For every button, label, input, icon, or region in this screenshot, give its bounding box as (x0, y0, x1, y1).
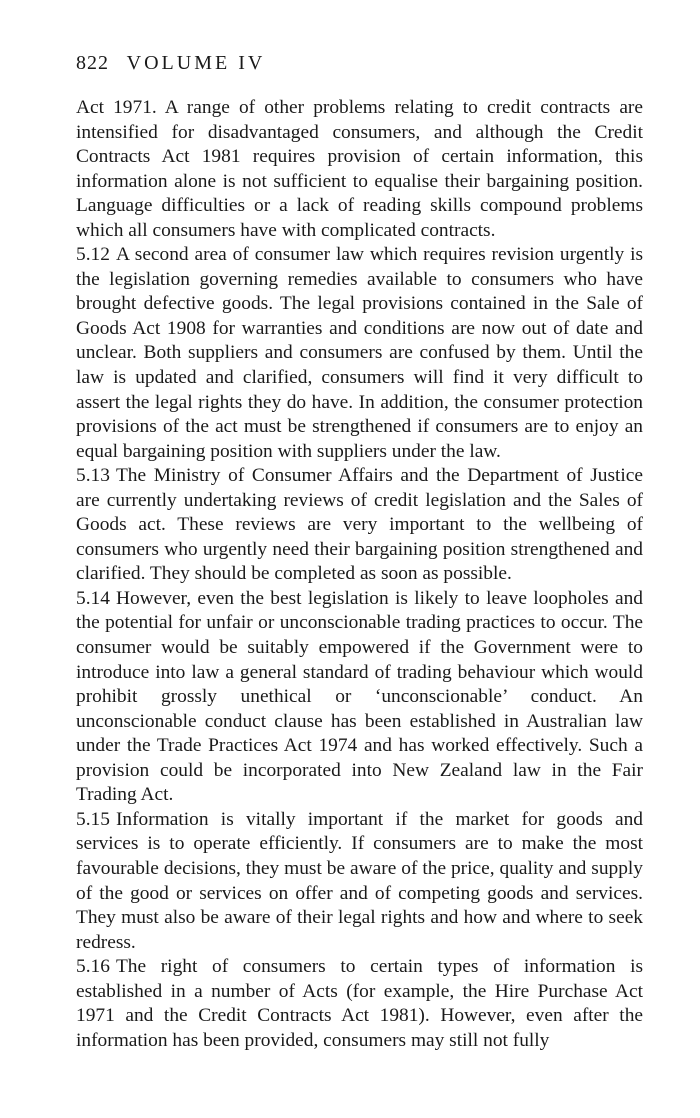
running-head (76, 50, 643, 76)
paragraph-number: 5.14 (76, 587, 110, 609)
body-text (76, 96, 643, 1053)
paragraph-number: 5.13 (76, 465, 110, 487)
paragraph-continued (76, 96, 643, 243)
document-page (76, 50, 643, 1053)
paragraph-text: Act 1971. A range of other problems relating to credit contracts are intensified for disadvantaged consumers, and although the Credit Contracts Act 1981 requires provision of certain information, this information alone is not sufficient to equalise their bargaining position. Language difficulties or a lack of reading skills compound problems which all consumers have with complicated contracts. (76, 97, 643, 241)
paragraph-number: 5.12 (76, 244, 110, 266)
paragraph-5-13 (76, 464, 643, 587)
paragraph-text: A second area of consumer law which requires revision urgently is the legislation governing remedies available to consumers who have brought defective goods. The legal provisions contained in the Sale of Goods Act 1908 for warranties and conditions are now out of date and unclear. Both suppliers and consumers are confused by them. Until the law is updated and clarified, consumers will find it very difficult to assert the legal rights they do have. In addition, the consumer protection provisions of the act must be strengthened if consumers are to enjoy an equal bargaining position with suppliers under the law. (76, 244, 643, 462)
paragraph-5-12 (76, 243, 643, 464)
paragraph-text: The right of consumers to certain types of information is established in a number of Acts (for example, the Hire Purchase Act 1971 and the Credit Contracts Act 1981). However, even after the information has been provided, consumers may still not fully (76, 956, 643, 1051)
paragraph-5-16 (76, 955, 643, 1053)
paragraph-text: However, even the best legislation is likely to leave loopholes and the potential for unfair or unconscionable trading practices to occur. The consumer would be suitably empowered if the Government were to introduce into law a general standard of trading behaviour which would prohibit grossly unethical or ‘unconscionable’ conduct. An unconscionable conduct clause has been established in Australian law under the Trade Practices Act 1974 and has worked effectively. Such a provision could be incorporated into New Zealand law in the Fair Trading Act. (76, 587, 643, 806)
paragraph-5-15 (76, 808, 643, 955)
paragraph-text: Information is vitally important if the market for goods and services is to operate efficiently. If consumers are to make the most favourable decisions, they must be aware of the price, quality and supply of the good or services on offer and of competing goods and services. They must also be aware of their legal rights and how and where to seek redress. (76, 808, 643, 953)
paragraph-number: 5.16 (76, 956, 110, 978)
page-number: 822 (76, 52, 109, 74)
paragraph-number: 5.15 (76, 808, 110, 830)
volume-label: VOLUME IV (126, 52, 266, 74)
paragraph-text: The Ministry of Consumer Affairs and the Department of Justice are currently undertaking reviews of credit legislation and the Sales of Goods act. These reviews are very important to the wellbeing of consumers who urgently need their bargaining position strengthened and clarified. They should be completed as soon as possible. (76, 465, 643, 585)
paragraph-5-14 (76, 587, 643, 808)
